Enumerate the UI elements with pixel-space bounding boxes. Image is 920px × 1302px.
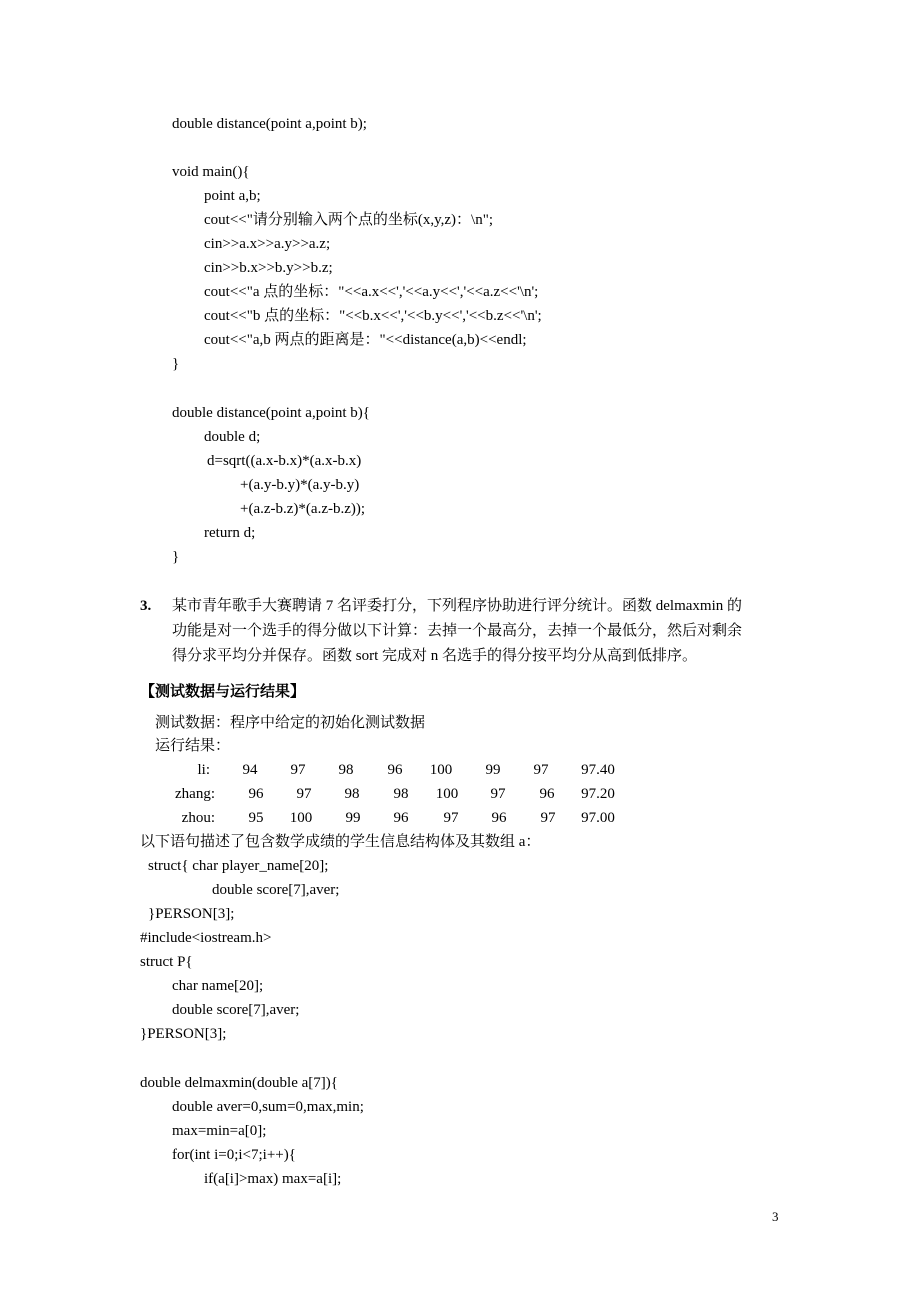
code-line: cin>>b.x>>b.y>>b.z; xyxy=(204,260,333,276)
code-line: +(a.y-b.y)*(a.y-b.y) xyxy=(240,477,360,493)
code-line: cout<<"请分别输入两个点的坐标(x,y,z)：\n"; xyxy=(204,212,494,228)
code-line: double score[7],aver; xyxy=(212,882,340,898)
code-line: double d; xyxy=(204,429,261,445)
result-score: 100 xyxy=(289,810,313,826)
code-line: } xyxy=(172,549,180,565)
result-score: 95 xyxy=(248,810,264,826)
result-score: 97 xyxy=(533,762,549,778)
page-number: 3 xyxy=(772,1209,779,1224)
result-score: 100 xyxy=(435,786,459,802)
problem-text-line: 某市青年歌手大赛聘请 7 名评委打分，下列程序协助进行评分统计。函数 delmaxmin 的 xyxy=(172,598,742,614)
section-heading: 【测试数据与运行结果】 xyxy=(140,684,306,700)
problem-text-line: 得分求平均分并保存。函数 sort 完成对 n 名选手的得分按平均分从高到低排序。 xyxy=(172,648,698,664)
code-line: for(int i=0;i<7;i++){ xyxy=(172,1147,296,1163)
problem-number: 3. xyxy=(140,598,152,614)
code-line: double distance(point a,point b){ xyxy=(172,405,370,421)
result-average: 97.20 xyxy=(581,786,615,802)
code-line: return d; xyxy=(204,525,256,541)
code-line: d=sqrt((a.x-b.x)*(a.x-b.x) xyxy=(207,453,362,469)
code-line: struct{ char player_name[20]; xyxy=(148,858,329,874)
result-score: 97 xyxy=(540,810,556,826)
result-score: 96 xyxy=(248,786,264,802)
code-line: double delmaxmin(double a[7]){ xyxy=(140,1075,338,1091)
result-score: 97 xyxy=(296,786,312,802)
test-data-line: 测试数据：程序中给定的初始化测试数据 xyxy=(155,715,426,731)
code-line: point a,b; xyxy=(204,188,261,204)
result-score: 96 xyxy=(491,810,507,826)
result-average: 97.40 xyxy=(581,762,615,778)
result-score: 98 xyxy=(338,762,354,778)
code-line: } xyxy=(172,356,180,372)
result-score: 96 xyxy=(387,762,403,778)
code-line: double distance(point a,point b); xyxy=(172,116,367,132)
problem-text-line: 功能是对一个选手的得分做以下计算：去掉一个最高分，去掉一个最低分，然后对剩余 xyxy=(172,623,743,639)
result-name: zhang: xyxy=(175,786,215,802)
code-line: +(a.z-b.z)*(a.z-b.z)); xyxy=(240,501,366,517)
result-score: 98 xyxy=(344,786,360,802)
description-line: 以下语句描述了包含数学成绩的学生信息结构体及其数组 a： xyxy=(140,834,541,850)
code-line: }PERSON[3]; xyxy=(140,1026,227,1042)
result-score: 96 xyxy=(393,810,409,826)
code-line: cin>>a.x>>a.y>>a.z; xyxy=(204,236,331,252)
code-line: void main(){ xyxy=(172,164,250,180)
code-line: double score[7],aver; xyxy=(172,1002,300,1018)
code-line: struct P{ xyxy=(140,954,193,970)
result-score: 94 xyxy=(242,762,258,778)
run-result-label: 运行结果： xyxy=(155,738,231,754)
result-score: 97 xyxy=(443,810,459,826)
code-line: char name[20]; xyxy=(172,978,264,994)
code-line: #include<iostream.h> xyxy=(140,930,272,946)
result-name: li: xyxy=(197,762,210,778)
code-line: cout<<"b 点的坐标："<<b.x<<','<<b.y<<','<<b.z<<'\n'; xyxy=(204,308,542,324)
result-score: 97 xyxy=(290,762,306,778)
code-line: double aver=0,sum=0,max,min; xyxy=(172,1099,364,1115)
code-line: cout<<"a 点的坐标："<<a.x<<','<<a.y<<','<<a.z<<'\n'; xyxy=(204,284,539,300)
result-score: 99 xyxy=(345,810,361,826)
result-score: 98 xyxy=(393,786,409,802)
result-score: 100 xyxy=(429,762,453,778)
result-score: 96 xyxy=(539,786,555,802)
code-line: if(a[i]>max) max=a[i]; xyxy=(204,1171,342,1187)
code-line: cout<<"a,b 两点的距离是："<<distance(a,b)<<endl; xyxy=(204,332,527,348)
result-score: 97 xyxy=(490,786,506,802)
code-line: }PERSON[3]; xyxy=(148,906,235,922)
result-average: 97.00 xyxy=(581,810,615,826)
code-line: max=min=a[0]; xyxy=(172,1123,267,1139)
result-name: zhou: xyxy=(181,810,215,826)
result-score: 99 xyxy=(485,762,501,778)
